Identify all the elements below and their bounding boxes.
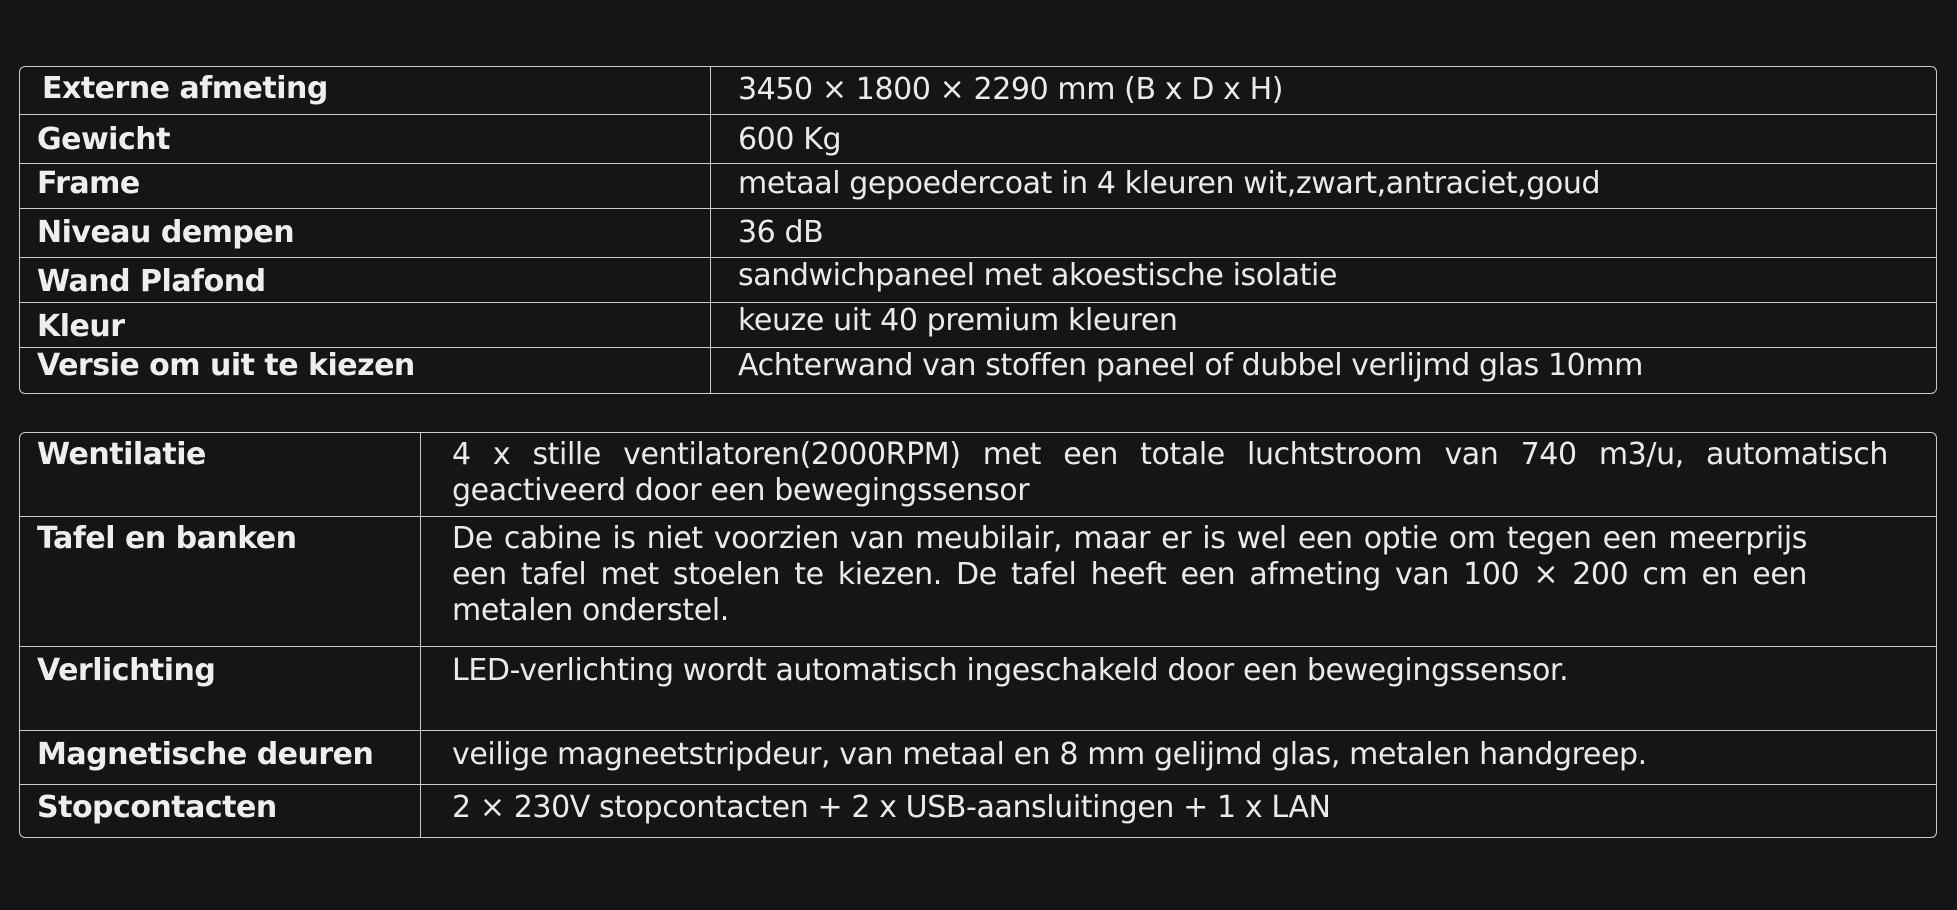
spec-label: Magnetische deuren bbox=[37, 737, 374, 772]
spec-label: Frame bbox=[37, 166, 140, 201]
spec-label: Tafel en banken bbox=[37, 521, 297, 556]
spec-value: 36 dB bbox=[738, 215, 824, 250]
spec-label-cell bbox=[20, 647, 421, 731]
table-row bbox=[20, 731, 1936, 785]
table-row bbox=[20, 67, 1936, 115]
spec-value: keuze uit 40 premium kleuren bbox=[738, 303, 1178, 338]
spec-label: Wand Plafond bbox=[37, 264, 266, 299]
spec-label-cell bbox=[20, 517, 421, 647]
table-row bbox=[20, 258, 1936, 303]
spec-value-cell bbox=[421, 517, 1936, 647]
spec-label: Wentilatie bbox=[37, 437, 206, 472]
spec-value: De cabine is niet voorzien van meubilair, maar er is wel een optie om tegen een meerprijs een tafel met stoelen te kiezen. De tafel heeft een afmeting van 100 × 200 cm en een metalen onderstel. bbox=[452, 521, 1807, 628]
dimensions-spec-table bbox=[19, 66, 1937, 394]
spec-label-cell bbox=[20, 67, 711, 115]
spec-label-cell bbox=[20, 785, 421, 837]
features-spec-table bbox=[19, 432, 1937, 838]
spec-label: Verlichting bbox=[37, 653, 216, 688]
spec-label-cell bbox=[20, 164, 711, 209]
spec-label-cell bbox=[20, 209, 711, 258]
table-row bbox=[20, 785, 1936, 837]
table-row bbox=[20, 433, 1936, 517]
spec-value: 2 × 230V stopcontacten + 2 x USB-aansluitingen + 1 x LAN bbox=[452, 790, 1331, 825]
spec-value: veilige magneetstripdeur, van metaal en 8 mm gelijmd glas, metalen handgreep. bbox=[452, 737, 1647, 772]
spec-value-cell bbox=[711, 303, 1936, 348]
spec-value: sandwichpaneel met akoestische isolatie bbox=[738, 258, 1338, 293]
spec-value: LED-verlichting wordt automatisch ingeschakeld door een bewegingssensor. bbox=[452, 653, 1569, 688]
spec-value: 3450 × 1800 × 2290 mm (B x D x H) bbox=[738, 72, 1284, 107]
table-row bbox=[20, 115, 1936, 164]
spec-value-cell bbox=[711, 209, 1936, 258]
spec-label: Versie om uit te kiezen bbox=[37, 348, 415, 383]
table-row bbox=[20, 209, 1936, 258]
table-row bbox=[20, 348, 1936, 393]
spec-label-cell bbox=[20, 258, 711, 303]
table-row bbox=[20, 517, 1936, 647]
spec-label: Niveau dempen bbox=[37, 215, 295, 250]
spec-label: Stopcontacten bbox=[37, 790, 277, 825]
spec-value: metaal gepoedercoat in 4 kleuren wit,zwart,antraciet,goud bbox=[738, 166, 1601, 201]
spec-value-cell bbox=[421, 731, 1936, 785]
spec-value: Achterwand van stoffen paneel of dubbel verlijmd glas 10mm bbox=[738, 348, 1643, 383]
spec-value-cell bbox=[421, 647, 1936, 731]
table-row bbox=[20, 164, 1936, 209]
spec-label-cell bbox=[20, 303, 711, 348]
spec-value: 600 Kg bbox=[738, 122, 842, 157]
spec-value: 4 x stille ventilatoren(2000RPM) met een totale luchtstroom van 740 m3/u, automatisch geactiveerd door een bewegingssensor bbox=[452, 437, 1888, 508]
spec-value-cell bbox=[711, 258, 1936, 303]
spec-value-cell bbox=[711, 164, 1936, 209]
spec-value-cell bbox=[421, 433, 1936, 517]
spec-value-cell bbox=[421, 785, 1936, 837]
spec-value-cell bbox=[711, 67, 1936, 115]
spec-value-cell bbox=[711, 115, 1936, 164]
table-row bbox=[20, 303, 1936, 348]
spec-value-cell bbox=[711, 348, 1936, 393]
table-row bbox=[20, 647, 1936, 731]
spec-label-cell bbox=[20, 115, 711, 164]
spec-label-cell bbox=[20, 731, 421, 785]
spec-label-cell bbox=[20, 433, 421, 517]
spec-label: Kleur bbox=[37, 309, 125, 344]
spec-label-cell bbox=[20, 348, 711, 393]
spec-label: Externe afmeting bbox=[42, 71, 328, 106]
spec-label: Gewicht bbox=[37, 122, 170, 157]
